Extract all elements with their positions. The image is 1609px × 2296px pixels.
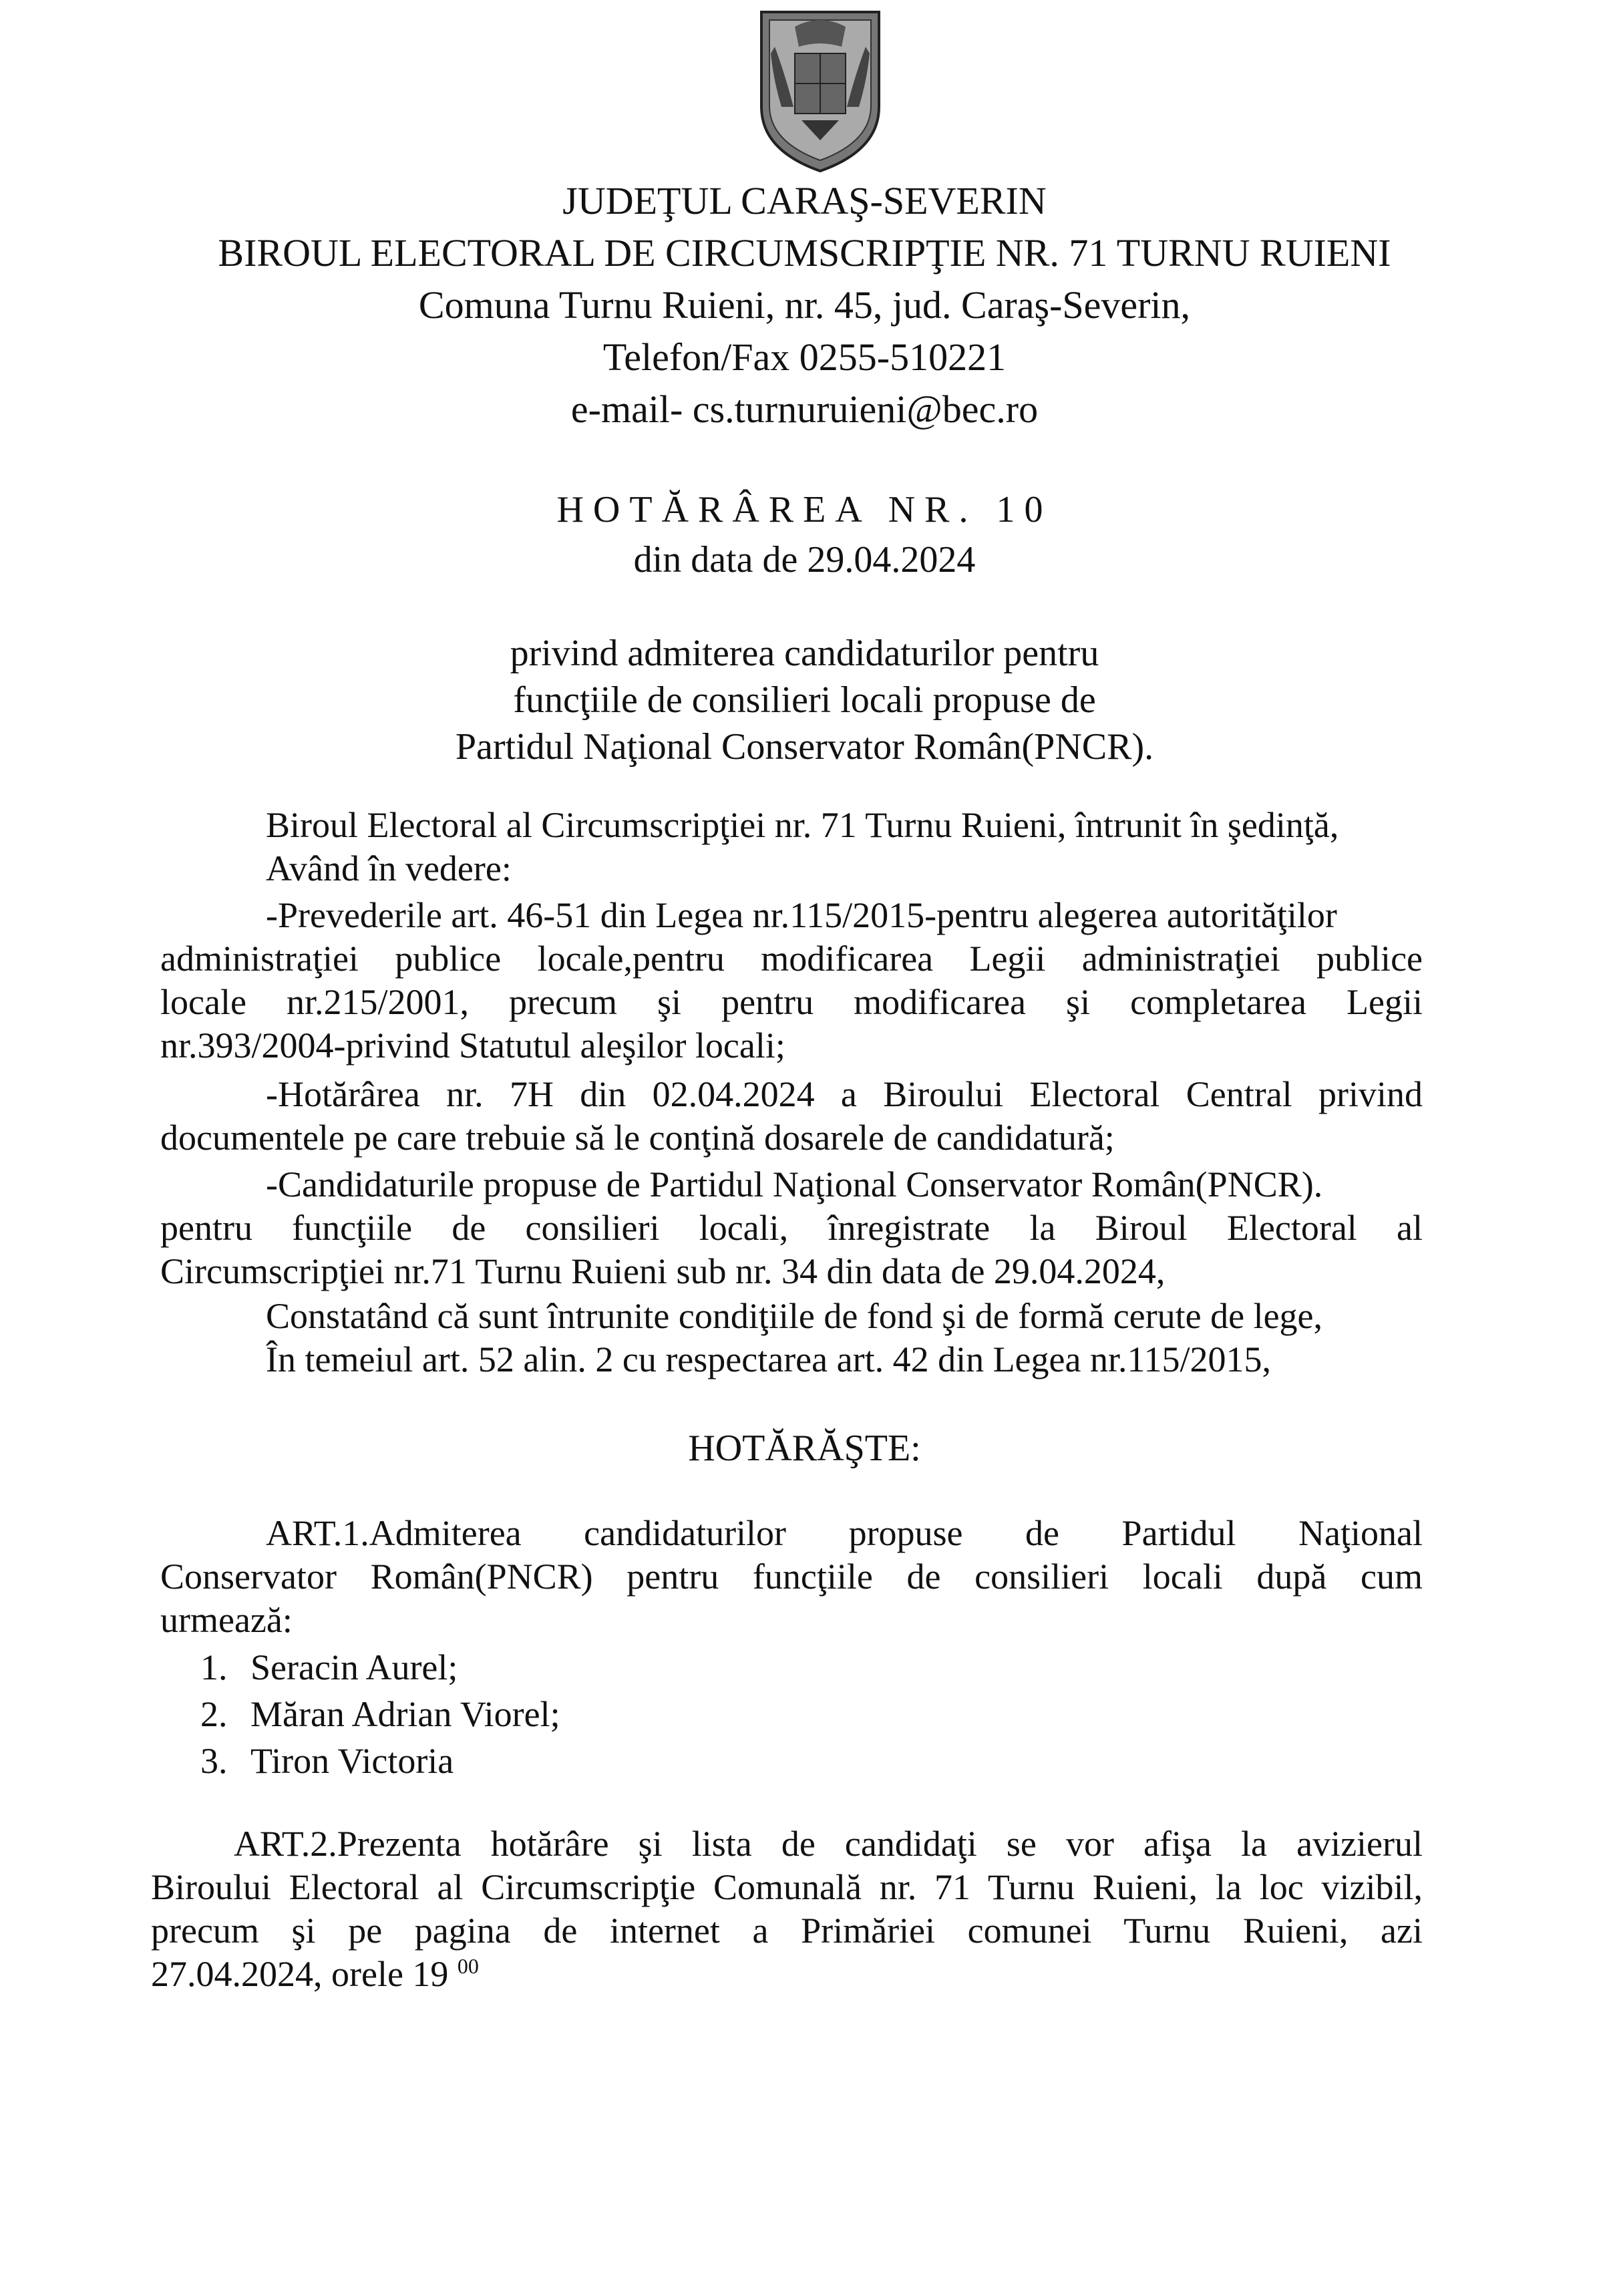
decides-heading: HOTĂRĂŞTE:	[688, 1428, 921, 1469]
preamble-considering: Având în vedere:	[266, 848, 512, 888]
decision-date: din data de 29.04.2024	[633, 539, 976, 581]
preamble-candidacies: -Candidaturile propuse de Partidul Naţional Conservator Român(PNCR).	[266, 1164, 1323, 1204]
office-phone: Telefon/Fax 0255-510221	[602, 335, 1007, 379]
preamble-law-reference-line-2: administraţiei publice locale,pentru modificarea Legii administraţiei publice	[160, 939, 1423, 979]
decision-subject-line-2: funcţiile de consilieri locali propuse de	[513, 679, 1096, 721]
preamble-candidacies-line-3: Circumscripţiei nr.71 Turnu Ruieni sub nr. 34 din data de 29.04.2024,	[160, 1251, 1166, 1291]
preamble-bec-decision: -Hotărârea nr. 7H din 02.04.2024 a Biroului Electoral Central privind	[266, 1074, 1423, 1114]
article-1-text: ART.1.Admiterea candidaturilor propuse de Partidul Naţional	[266, 1513, 1423, 1553]
coat-of-arms-emblem	[755, 7, 886, 174]
article-2-text-line-2: Biroului Electoral al Circumscripţie Comunală nr. 71 Turnu Ruieni, la loc vizibil,	[151, 1867, 1423, 1907]
preamble-legal-basis: În temeiul art. 52 alin. 2 cu respectarea art. 42 din Legea nr.115/2015,	[266, 1339, 1271, 1379]
office-email: e-mail- cs.turnuruieni@bec.ro	[570, 387, 1039, 431]
preamble-intro: Biroul Electoral al Circumscripţiei nr. 71 Turnu Ruieni, întrunit în şedinţă,	[266, 805, 1339, 845]
article-2-text-line-3: precum şi pe pagina de internet a Primăriei comunei Turnu Ruieni, azi	[151, 1911, 1423, 1951]
candidate-name: Seracin Aurel;	[250, 1647, 458, 1687]
list-item	[200, 1693, 560, 1735]
decision-subject-line-3: Partidul Naţional Conservator Român(PNCR).	[455, 726, 1154, 768]
decision-title: HOTĂRÂREA NR. 10	[556, 489, 1053, 530]
preamble-bec-decision-line-2: documentele pe care trebuie să le conţină dosarele de candidatură;	[160, 1118, 1115, 1158]
list-item	[200, 1647, 458, 1688]
candidate-name: Tiron Victoria	[250, 1741, 454, 1781]
article-1-text-line-2: Conservator Român(PNCR) pentru funcţiile de consilieri locali după cum	[160, 1556, 1423, 1597]
preamble-law-reference-line-4: nr.393/2004-privind Statutul aleşilor locali;	[160, 1025, 785, 1065]
article-2-datetime: 27.04.2024, orele 19	[151, 1954, 449, 1994]
candidate-number: 3.	[200, 1741, 228, 1781]
article-2-minutes: 00	[457, 1954, 479, 1978]
preamble-law-reference-line-3: locale nr.215/2001, precum şi pentru modificarea şi completarea Legii	[160, 982, 1423, 1022]
electoral-office-name: BIROUL ELECTORAL DE CIRCUMSCRIPŢIE NR. 71 TURNU RUIENI	[218, 231, 1391, 275]
candidate-name: Măran Adrian Viorel;	[250, 1694, 560, 1734]
article-1-text-line-3: urmează:	[160, 1600, 293, 1640]
candidate-number: 2.	[200, 1694, 228, 1734]
preamble-conditions-met: Constatând că sunt întrunite condiţiile de fond şi de formă cerute de lege,	[266, 1296, 1323, 1336]
article-2-text-line-4	[151, 1954, 479, 1994]
article-2-text: ART.2.Prezenta hotărâre şi lista de candidaţi se vor afişa la avizierul	[234, 1824, 1423, 1864]
county-name: JUDEŢUL CARAŞ-SEVERIN	[562, 179, 1047, 222]
preamble-candidacies-line-2: pentru funcţiile de consilieri locali, înregistrate la Biroul Electoral al	[160, 1208, 1423, 1248]
list-item	[200, 1740, 454, 1782]
preamble-law-reference: -Prevederile art. 46-51 din Legea nr.115/2015-pentru alegerea autorităţilor	[266, 895, 1337, 935]
candidate-number: 1.	[200, 1647, 228, 1687]
office-address: Comuna Turnu Ruieni, nr. 45, jud. Caraş-Severin,	[418, 283, 1191, 327]
decision-subject-line-1: privind admiterea candidaturilor pentru	[510, 633, 1099, 674]
